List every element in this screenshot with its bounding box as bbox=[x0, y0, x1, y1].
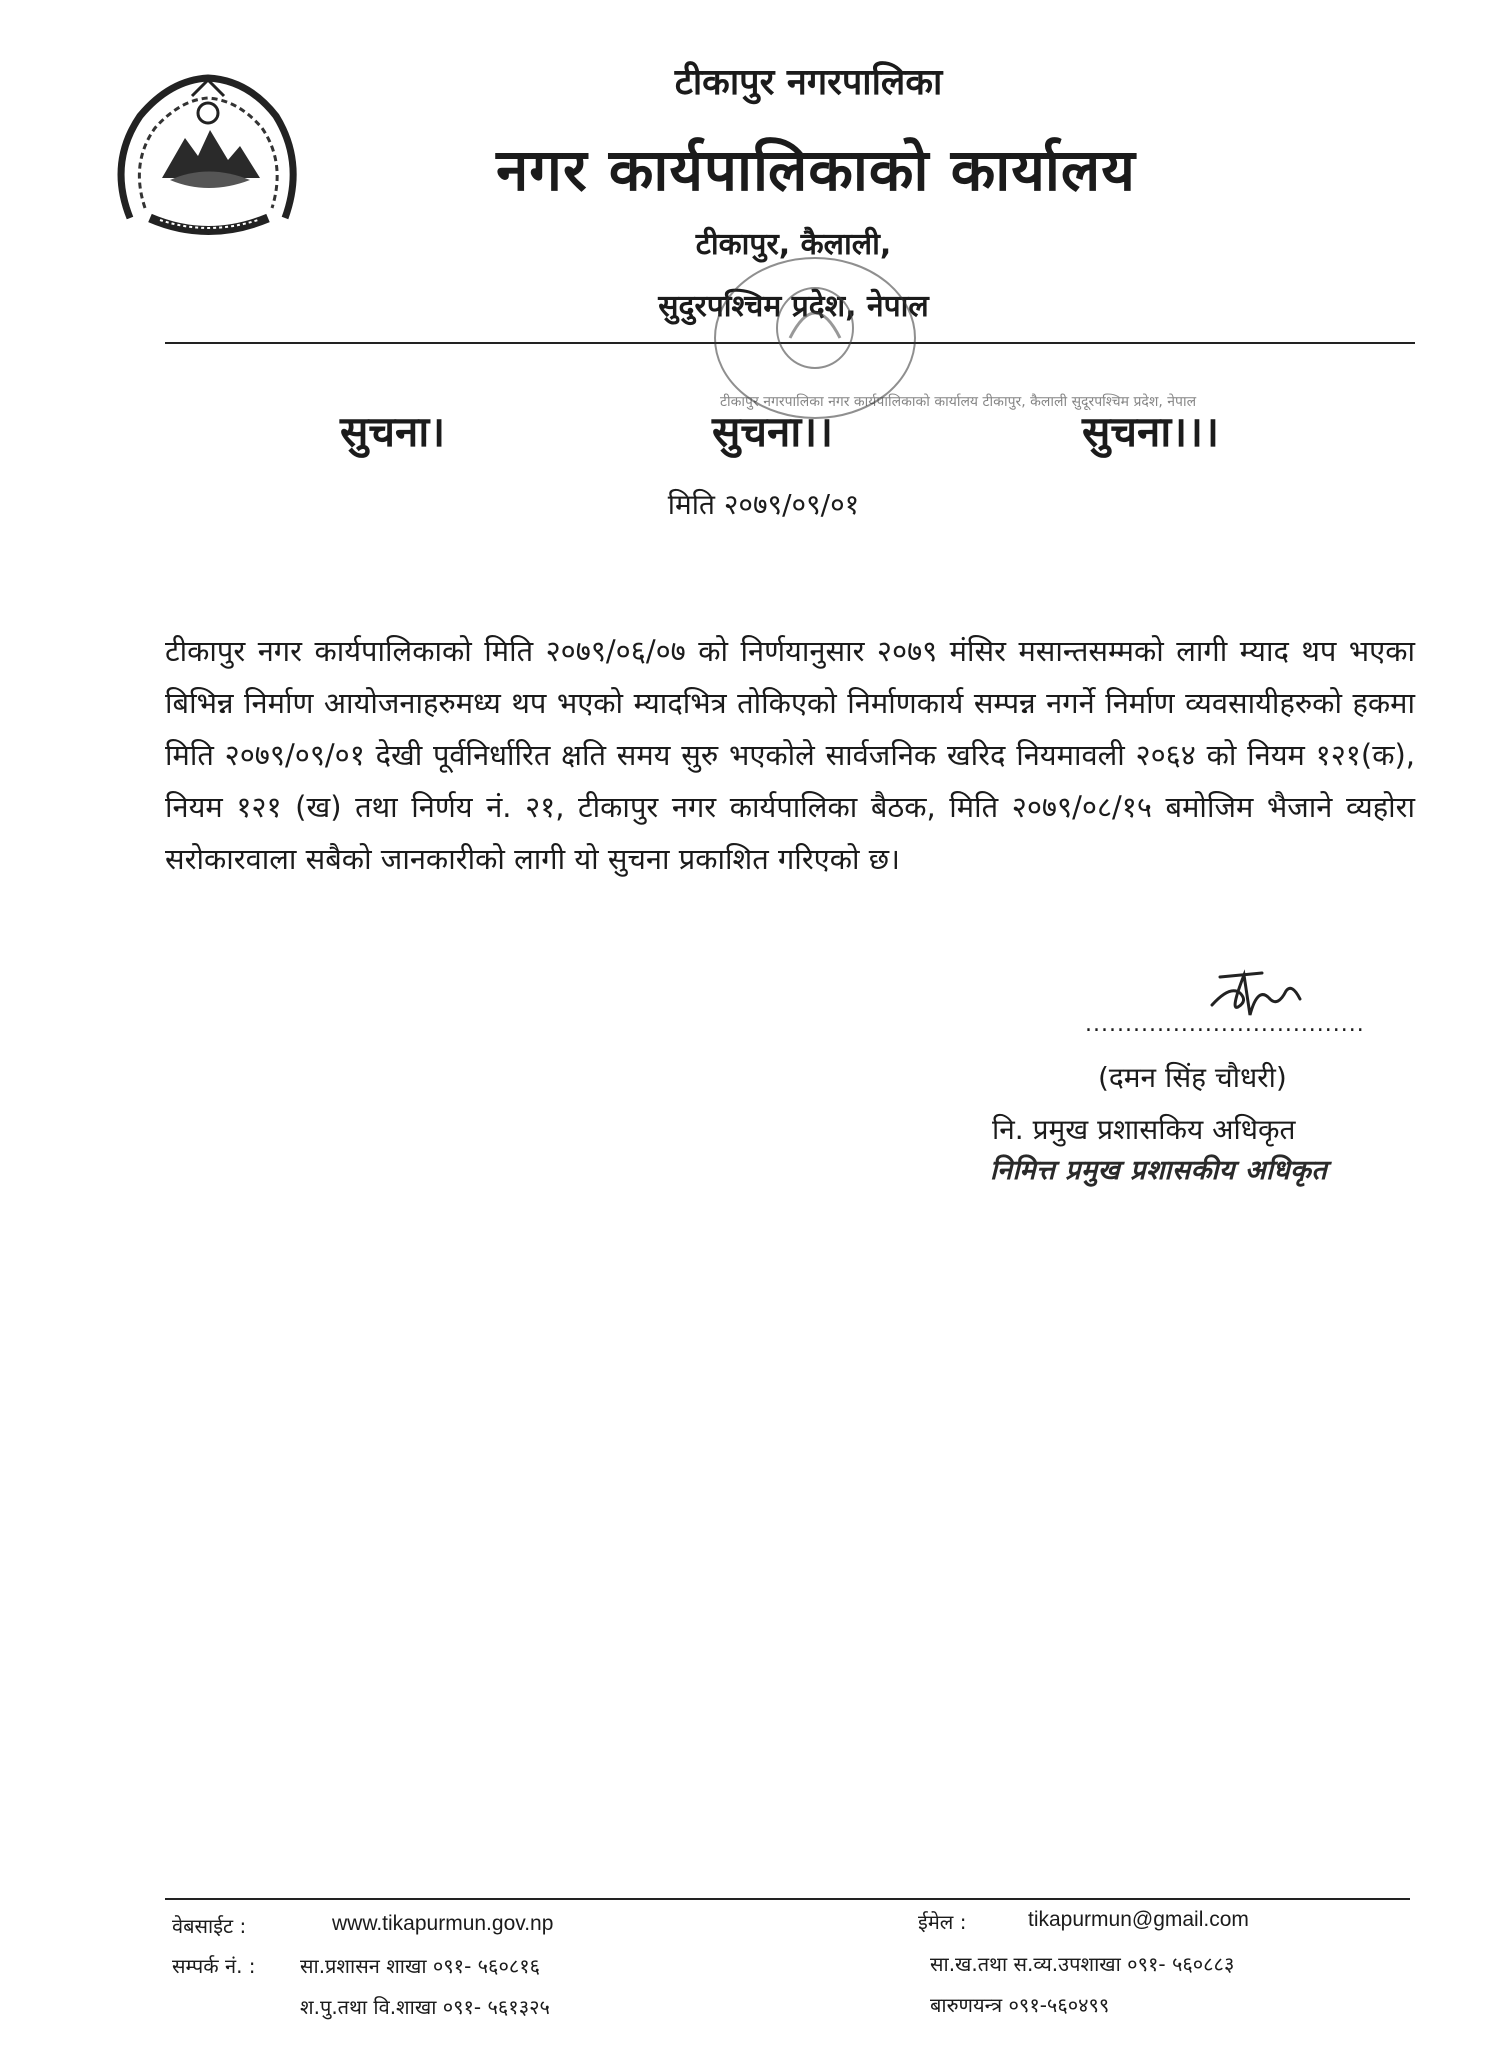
website-label: वेबसाईट : bbox=[172, 1914, 247, 1938]
notice-title-2: सुचना।। bbox=[712, 407, 834, 456]
notice-body: टीकापुर नगर कार्यपालिकाको मिति २०७९/०६/०७ को निर्णयानुसार २०७९ मंसिर मसान्तसम्मको लागी म्याद थप भएका बिभिन्न निर्माण आयोजनाहरुमध्य थप भएको म्यादभित्र तोकिएको निर्माणकार्य सम्पन्न नगर्ने निर्माण व्यवसायीहरुको हकमा मिति २०७९/०९/०१ देखी पूर्वनिर्धारित क्षति समय सुरु भएकोले सार्वजनिक खरिद नियमावली २०६४ को नियम १२१(क), नियम १२१ (ख) तथा निर्णय नं. २१, टीकापुर नगर कार्यपालिका बैठक, मिति २०७९/०८/१५ बमोजिम भैजाने व्यहोरा सरोकारवाला सबैको जानकारीको लागी यो सुचना प्रकाशित गरिएको छ। bbox=[165, 634, 1415, 876]
contact-urban-branch: श.पु.तथा वि.शाखा ०९१- ५६१३२५ bbox=[300, 1995, 550, 2019]
email-link[interactable]: tikapurmun@gmail.com bbox=[1028, 1908, 1249, 1931]
signature-line: ................................... bbox=[1085, 1012, 1365, 1037]
address-line-2: सुदुरपश्चिम प्रदेश, नेपाल bbox=[658, 289, 929, 324]
notice-date: मिति २०७९/०९/०१ bbox=[667, 488, 860, 521]
office-seal bbox=[690, 228, 1197, 418]
municipality-name: टीकापुर नगरपालिका bbox=[674, 62, 943, 103]
signatory-name: (दमन सिंह चौधरी) bbox=[1098, 1061, 1287, 1094]
notice-title-1: सुचना। bbox=[340, 407, 446, 456]
notice-title-3: सुचना।।। bbox=[1082, 407, 1220, 456]
website-link[interactable]: www.tikapurmun.gov.np bbox=[332, 1912, 554, 1935]
signatory-title: नि. प्रमुख प्रशासकिय अधिकृत bbox=[992, 1113, 1296, 1146]
contact-social-branch: सा.ख.तथा स.व्य.उपशाखा ०९१- ५६०८८३ bbox=[930, 1952, 1235, 1976]
email-label: ईमेल : bbox=[918, 1910, 967, 1934]
contact-label: सम्पर्क नं. : bbox=[172, 1954, 256, 1978]
seal-text: टीकापुर नगरपालिका नगर कार्यपालिकाको कार्यालय टीकापुर, कैलाली सुदूरपश्चिम प्रदेश, नेपाल bbox=[720, 394, 1197, 410]
address-line-1: टीकापुर, कैलाली, bbox=[695, 227, 892, 262]
office-name: नगर कार्यपालिकाको कार्यालय bbox=[496, 136, 1136, 204]
footer-divider bbox=[165, 1898, 1410, 1900]
contact-admin-branch: सा.प्रशासन शाखा ०९१- ५६०८१६ bbox=[300, 1954, 541, 1978]
designation-stamp: निमित्त प्रमुख प्रशासकीय अधिकृत bbox=[990, 1155, 1328, 1186]
contact-fire-brigade: बारुणयन्त्र ०९१-५६०४९९ bbox=[930, 1993, 1110, 2017]
